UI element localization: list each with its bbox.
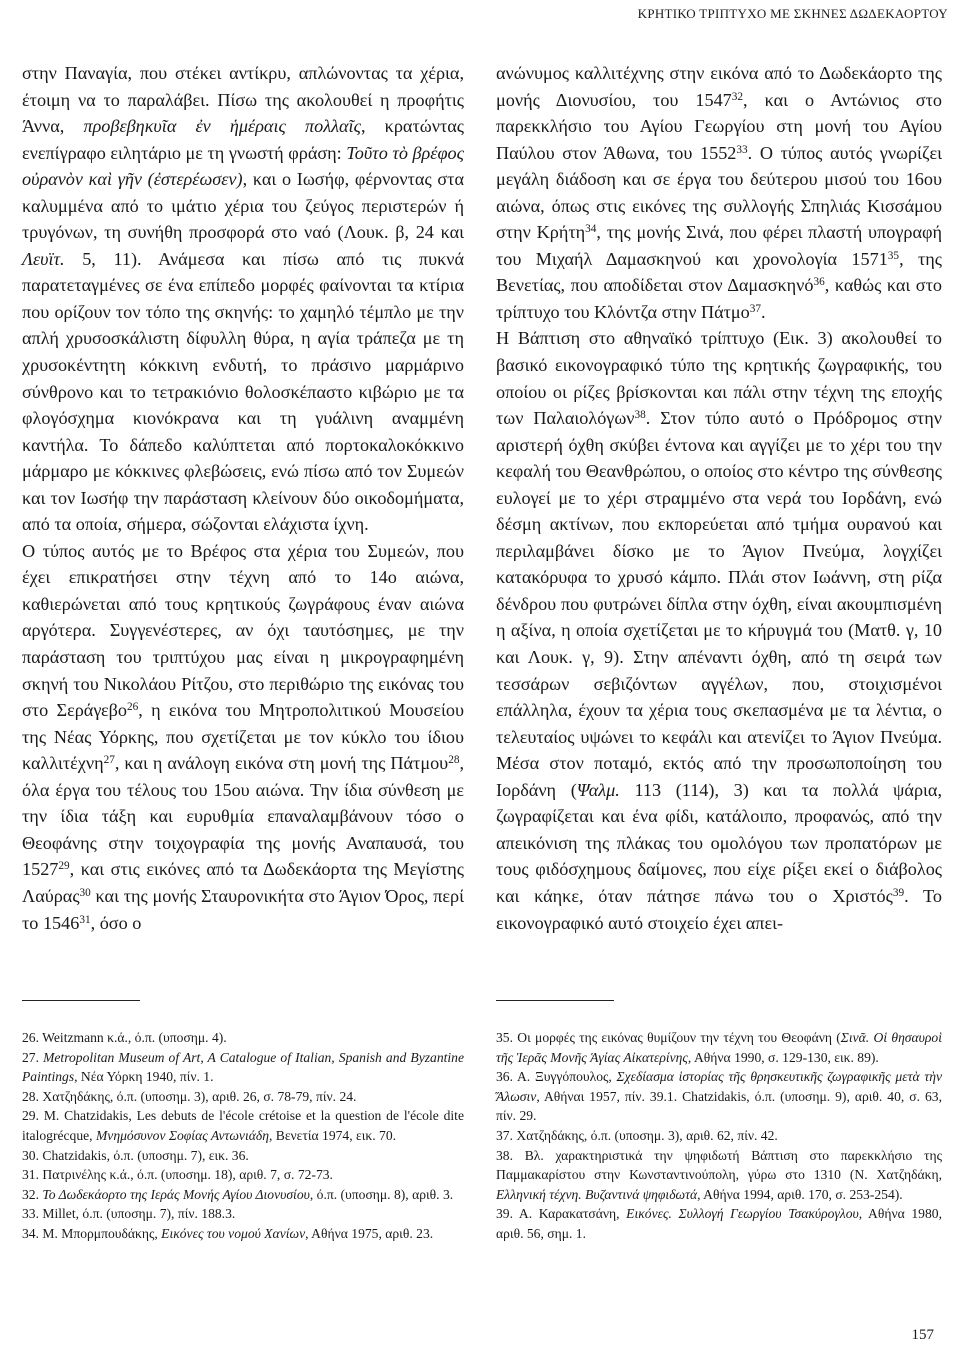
footnote-ref: 26	[127, 700, 139, 713]
footnote: 33. Millet, ό.π. (υποσημ. 7), πίν. 188.3.	[22, 1206, 236, 1222]
footnote-ref: 32	[731, 90, 744, 103]
footnote-divider	[22, 1000, 140, 1001]
footnote: 39. Α. Καρακατσάνη, Εικόνες. Συλλογή Γεωργίου Τσακύρογλου, Αθήνα 1980, αριθ. 56, σημ. 1.	[496, 1206, 942, 1241]
italic-text: προβεβηκυῖα ἐν ἡμέραις πολλαῖς	[83, 116, 361, 137]
body-paragraph: στην Παναγία, που στέκει αντίκρυ, απλώνοντας τα χέρια, έτοιμη να το παραλάβει. Πίσω της ακολουθεί η προφήτις Άννα, προβεβηκυῖα ἐν ἡμέραις πολλαῖς, κρατώντας ενεπίγραφο ειλητάριο με τη γνωστή φράση: Τοῦτο τὸ βρέφος οὐρανὸν καὶ γῆν (ἐστερέωσεν), και ο Ιωσήφ, φέρνοντας στα καλυμμένα από το ιμάτιο χέρια του ζεύγος περιστερών ή τρυγόνων, τη συνήθη προσφορά στο ναό (Λουκ. β, 24 και Λευϊτ. 5, 11). Ανάμεσα και πίσω από τις πυκνά παρατεταγμένες σε ένα επίπεδο μορφές φαίνονται τα κτίρια που ορίζουν τον τόπο της σκηνής: το χαμηλό τέμπλο με την απλή χρυσοσκάλιστη δίφυλλη θύρα, η αγία τράπεζα με τη χρυσοκέντητη κόκκινη ενδυτή, το πράσινο μαρμάρινο σύνθρονο και το τετρακιόνιο θολοσκέπαστο κιβώριο με τα φλογόσχημα κιονόκρανα και τη γυάλινη αναμμένη καντήλα. Το δάπεδο καλύπτεται από πορτοκαλοκόκκινο μάρμαρο με κόκκινες φλεβώσεις, ενώ πίσω από τον Συμεών και τον Ιωσήφ την παράσταση κλείνουν δύο οικοδομήματα, από τα οποία, σήμερα, σώζονται ελάχιστα ίχνη.	[22, 63, 465, 535]
footnote-ref: 28	[448, 754, 460, 767]
italic-text: Σινᾶ. Οἱ θησαυροὶ τῆς Ἱερᾶς Μονῆς Ἁγίας Αἰκατερίνης	[496, 1030, 942, 1065]
right-text-column	[496, 60, 942, 936]
footnote-ref: 34	[585, 223, 597, 236]
italic-text: Τοῦτο τὸ βρέφος οὐρανὸν καὶ γῆν (ἐστερέωσεν)	[22, 142, 464, 190]
footnote-ref: 33	[736, 143, 748, 156]
footnote: 36. Α. Ξυγγόπουλος, Σχεδίασμα ἱστορίας τῆς θρησκευτικῆς ζωγραφικῆς μετὰ τὴν Ἅλωσιν, Αθήναι 1957, πίν. 39.1. Chatzidakis, ό.π. (υποσημ. 9), αριθ. 40, σ. 63, πίν. 29.	[496, 1069, 942, 1124]
page-number: 157	[911, 1327, 934, 1343]
footnote: 31. Πατρινέλης κ.ά., ό.π. (υποσημ. 18), αριθ. 7, σ. 72-73.	[22, 1167, 333, 1183]
footnote-ref: 35	[887, 249, 900, 262]
left-text-column	[22, 60, 464, 936]
body-paragraph: Ο τύπος αυτός με το Βρέφος στα χέρια του Συμεών, που έχει επικρατήσει στην τέχνη από το 14ο αιώνα, καθιερώνεται από τους κρητικούς ζωγράφους έναν αιώνα αργότερα. Συγγενέστερες, αν όχι ταυτόσημες, με την παράσταση του τριπτύχου μας είναι η μικρογραφημένη σκηνή του Νικολάου Ρίτζου, στο περιθώριο της εικόνας του στο Σεράγεβο$^{26}$, η εικόνα του Μητροπολιτικού Μουσείου της Νέας Υόρκης, που σχετίζεται με τον κύκλο του ίδιου καλλιτέχνη$^{27}$, και η ανάλογη εικόνα στη μονή της Πάτμου$^{28}$, όλα έργα του τέλους του 15ου αιώνα. Την ίδια σύνθεση με την ίδια τάξη και ευρυθμία επαναλαμβάνουν τόσο ο Θεοφάνης στην τοιχογραφία της μονής Αναπαυσά, του 1527$^{29}$, και στις εικόνες από τα Δωδεκάορτα της Μεγίστης Λαύρας$^{30}$ και της μονής Σταυρονικήτα στο Άγιον Όρος, περί το 1546$^{31}$, όσο ο	[22, 540, 464, 933]
footnote-ref: 30	[79, 886, 91, 899]
footnote-ref: 38	[634, 408, 646, 421]
italic-text: Εικόνες του νομού Χανίων	[161, 1225, 306, 1241]
footnote-ref: 39	[892, 886, 905, 899]
footnote: 30. Chatzidakis, ό.π. (υποσημ. 7), εικ. 36.	[22, 1147, 249, 1163]
body-paragraph: Η Βάπτιση στο αθηναϊκό τρίπτυχο (Εικ. 3) ακολουθεί το βασικό εικονογραφικό τύπο της κρητικής ζωγραφικής, του οποίου οι ρίζες βρίσκονται και πάλι στην τέχνη της εποχής των Παλαιολόγων$^{38}$. Στον τύπο αυτό ο Πρόδρομος στην αριστερή όχθη σκύβει έντονα και αγγίζει με το χέρι του την κεφαλή του Θεανθρώπου, ο οποίος στο κέντρο της σύνθεσης ευλογεί με το χέρι στραμμένο στα νερά του Ιορδάνη, ενώ δέσμη ακτίνων, που εκπορεύεται από τμήμα ουρανού και περιλαμβάνει δίσκο με το Άγιον Πνεύμα, λογχίζει κατακόρυφα το χρυσό κάμπο. Πλάι στον Ιωάννη, στη ρίζα δένδρου που φυτρώνει δίπλα στην όχθη, είναι ακουμπισμένη η αξίνα, η οποία σχετίζεται με το κήρυγμά του (Ματθ. γ, 10 και Λουκ. γ, 9). Στην απέναντι όχθη, από τη σειρά των τεσσάρων σεβιζόντων αγγέλων, που, στοιχισμένοι επάλληλα, έχουν τα χέρια τους σκεπασμένα με τα λέντια, ο τελευταίος υψώνει το κεφάλι και ατενίζει το Άγιον Πνεύμα. Μέσα στον ποταμό, εκτός από την προσωποποίηση του Ιορδάνη (Ψαλμ. 113 (114), 3) και τα πολλά ψάρια, ζωγραφίζεται και ένα φίδι, κατάλοιπο, προφανώς, από την απεικόνιση της πλάκας του ομολόγου των προπατόρων με τους φιδόσχημους δαίμονες, που είχε ρίξει εκεί ο διάβολος και κάηκε, όταν πάτησε πάνω του ο Χριστός$^{39}$. Το εικονογραφικό αυτό στοιχείο έχει απει-	[496, 328, 943, 933]
italic-text: Ελληνική τέχνη. Βυζαντινά ψηφιδωτά	[496, 1186, 698, 1202]
footnotes-left	[22, 1028, 464, 1244]
footnote-divider	[496, 1000, 614, 1001]
footnote-ref: 36	[813, 276, 825, 289]
italic-text: Λευϊτ.	[22, 248, 65, 269]
italic-text: Ψαλμ.	[576, 779, 620, 800]
footnote: 26. Weitzmann κ.ά., ό.π. (υποσημ. 4).	[22, 1030, 227, 1045]
footnote: 28. Χατζηδάκης, ό.π. (υποσημ. 3), αριθ. 26, σ. 78-79, πίν. 24.	[22, 1088, 357, 1104]
footnote: 32. Το Δωδεκάορτο της Ιεράς Μονής Αγίου Διονυσίου, ό.π. (υποσημ. 8), αριθ. 3.	[22, 1186, 454, 1202]
italic-text: Metropolitan Museum of Art, A Catalogue of Italian, Spanish and Byzantine Paintings	[22, 1049, 465, 1085]
italic-text: Σχεδίασμα ἱστορίας τῆς θρησκευτικῆς ζωγραφικῆς μετὰ τὴν Ἅλωσιν	[496, 1069, 942, 1104]
footnote: 27. Metropolitan Museum of Art, A Catalogue of Italian, Spanish and Byzantine Paintings, Νέα Υόρκη 1940, πίν. 1.	[22, 1049, 465, 1085]
italic-text: Το Δωδεκάορτο της Ιεράς Μονής Αγίου Διονυσίου	[42, 1186, 310, 1202]
italic-text: Μνημόσυνον Σοφίας Αντωνιάδη	[95, 1127, 269, 1143]
footnote-ref: 37	[749, 302, 762, 315]
running-head: ΚΡΗΤΙΚΟ ΤΡΙΠΤΥΧΟ ΜΕ ΣΚΗΝΕΣ ΔΩΔΕΚΑΟΡΤΟΥ	[637, 6, 948, 21]
footnote: 38. Βλ. χαρακτηριστικά την ψηφιδωτή Βάπτιση στο παρεκκλήσιο της Παμμακαρίστου στην Κωνσταντινούπολη, γύρω στο 1310 (Ν. Χατζηδάκη, Ελληνική τέχνη. Βυζαντινά ψηφιδωτά, Αθήνα 1994, αριθ. 170, σ. 253-254).	[496, 1147, 942, 1202]
footnote-ref: 29	[58, 860, 70, 873]
footnote: 34. Μ. Μπορμπουδάκης, Εικόνες του νομού Χανίων, Αθήνα 1975, αριθ. 23.	[22, 1225, 434, 1241]
footnote: 29. M. Chatzidakis, Les debuts de l'école crétoise et la question de l'école dite italogrécque, Μνημόσυνον Σοφίας Αντωνιάδη, Βενετία 1974, εικ. 70.	[22, 1108, 464, 1143]
footnote: 37. Χατζηδάκης, ό.π. (υποσημ. 3), αριθ. 62, πίν. 42.	[496, 1127, 778, 1143]
footnote-ref: 31	[79, 913, 91, 926]
footnotes-right	[496, 1028, 942, 1244]
footnote: 35. Οι μορφές της εικόνας θυμίζουν την τέχνη του Θεοφάνη (Σινᾶ. Οἱ θησαυροὶ τῆς Ἱερᾶς Μονῆς Ἁγίας Αἰκατερίνης, Αθήνα 1990, σ. 129-130, εικ. 89).	[496, 1030, 942, 1065]
italic-text: Εικόνες. Συλλογή Γεωργίου Τσακύρογλου	[626, 1206, 859, 1222]
body-paragraph: ανώνυμος καλλιτέχνης στην εικόνα από το Δωδεκάορτο της μονής Διονυσίου, του 1547$^{32}$, και ο Αντώνιος στο παρεκκλήσιο του Αγίου Γεωργίου στη μονή του Αγίου Παύλου στον Άθωνα, του 1552$^{33}$. Ο τύπος αυτός γνωρίζει μεγάλη διάδοση και σε έργα του δεύτερου μισού του 16ου αιώνα, όπως στις εικόνες της συλλογής Σπηλιάς Κισσάμου στην Κρήτη$^{34}$, της μονής Σινά, που φέρει πλαστή υπογραφή του Μιχαήλ Δαμασκηνού και χρονολογία 1571$^{35}$, της Βενετίας, που αποδίδεται στον Δαμασκηνό$^{36}$, καθώς και στο τρίπτυχο του Κλόντζα στην Πάτμο$^{37}$.	[496, 63, 942, 322]
footnote-ref: 27	[103, 754, 115, 767]
